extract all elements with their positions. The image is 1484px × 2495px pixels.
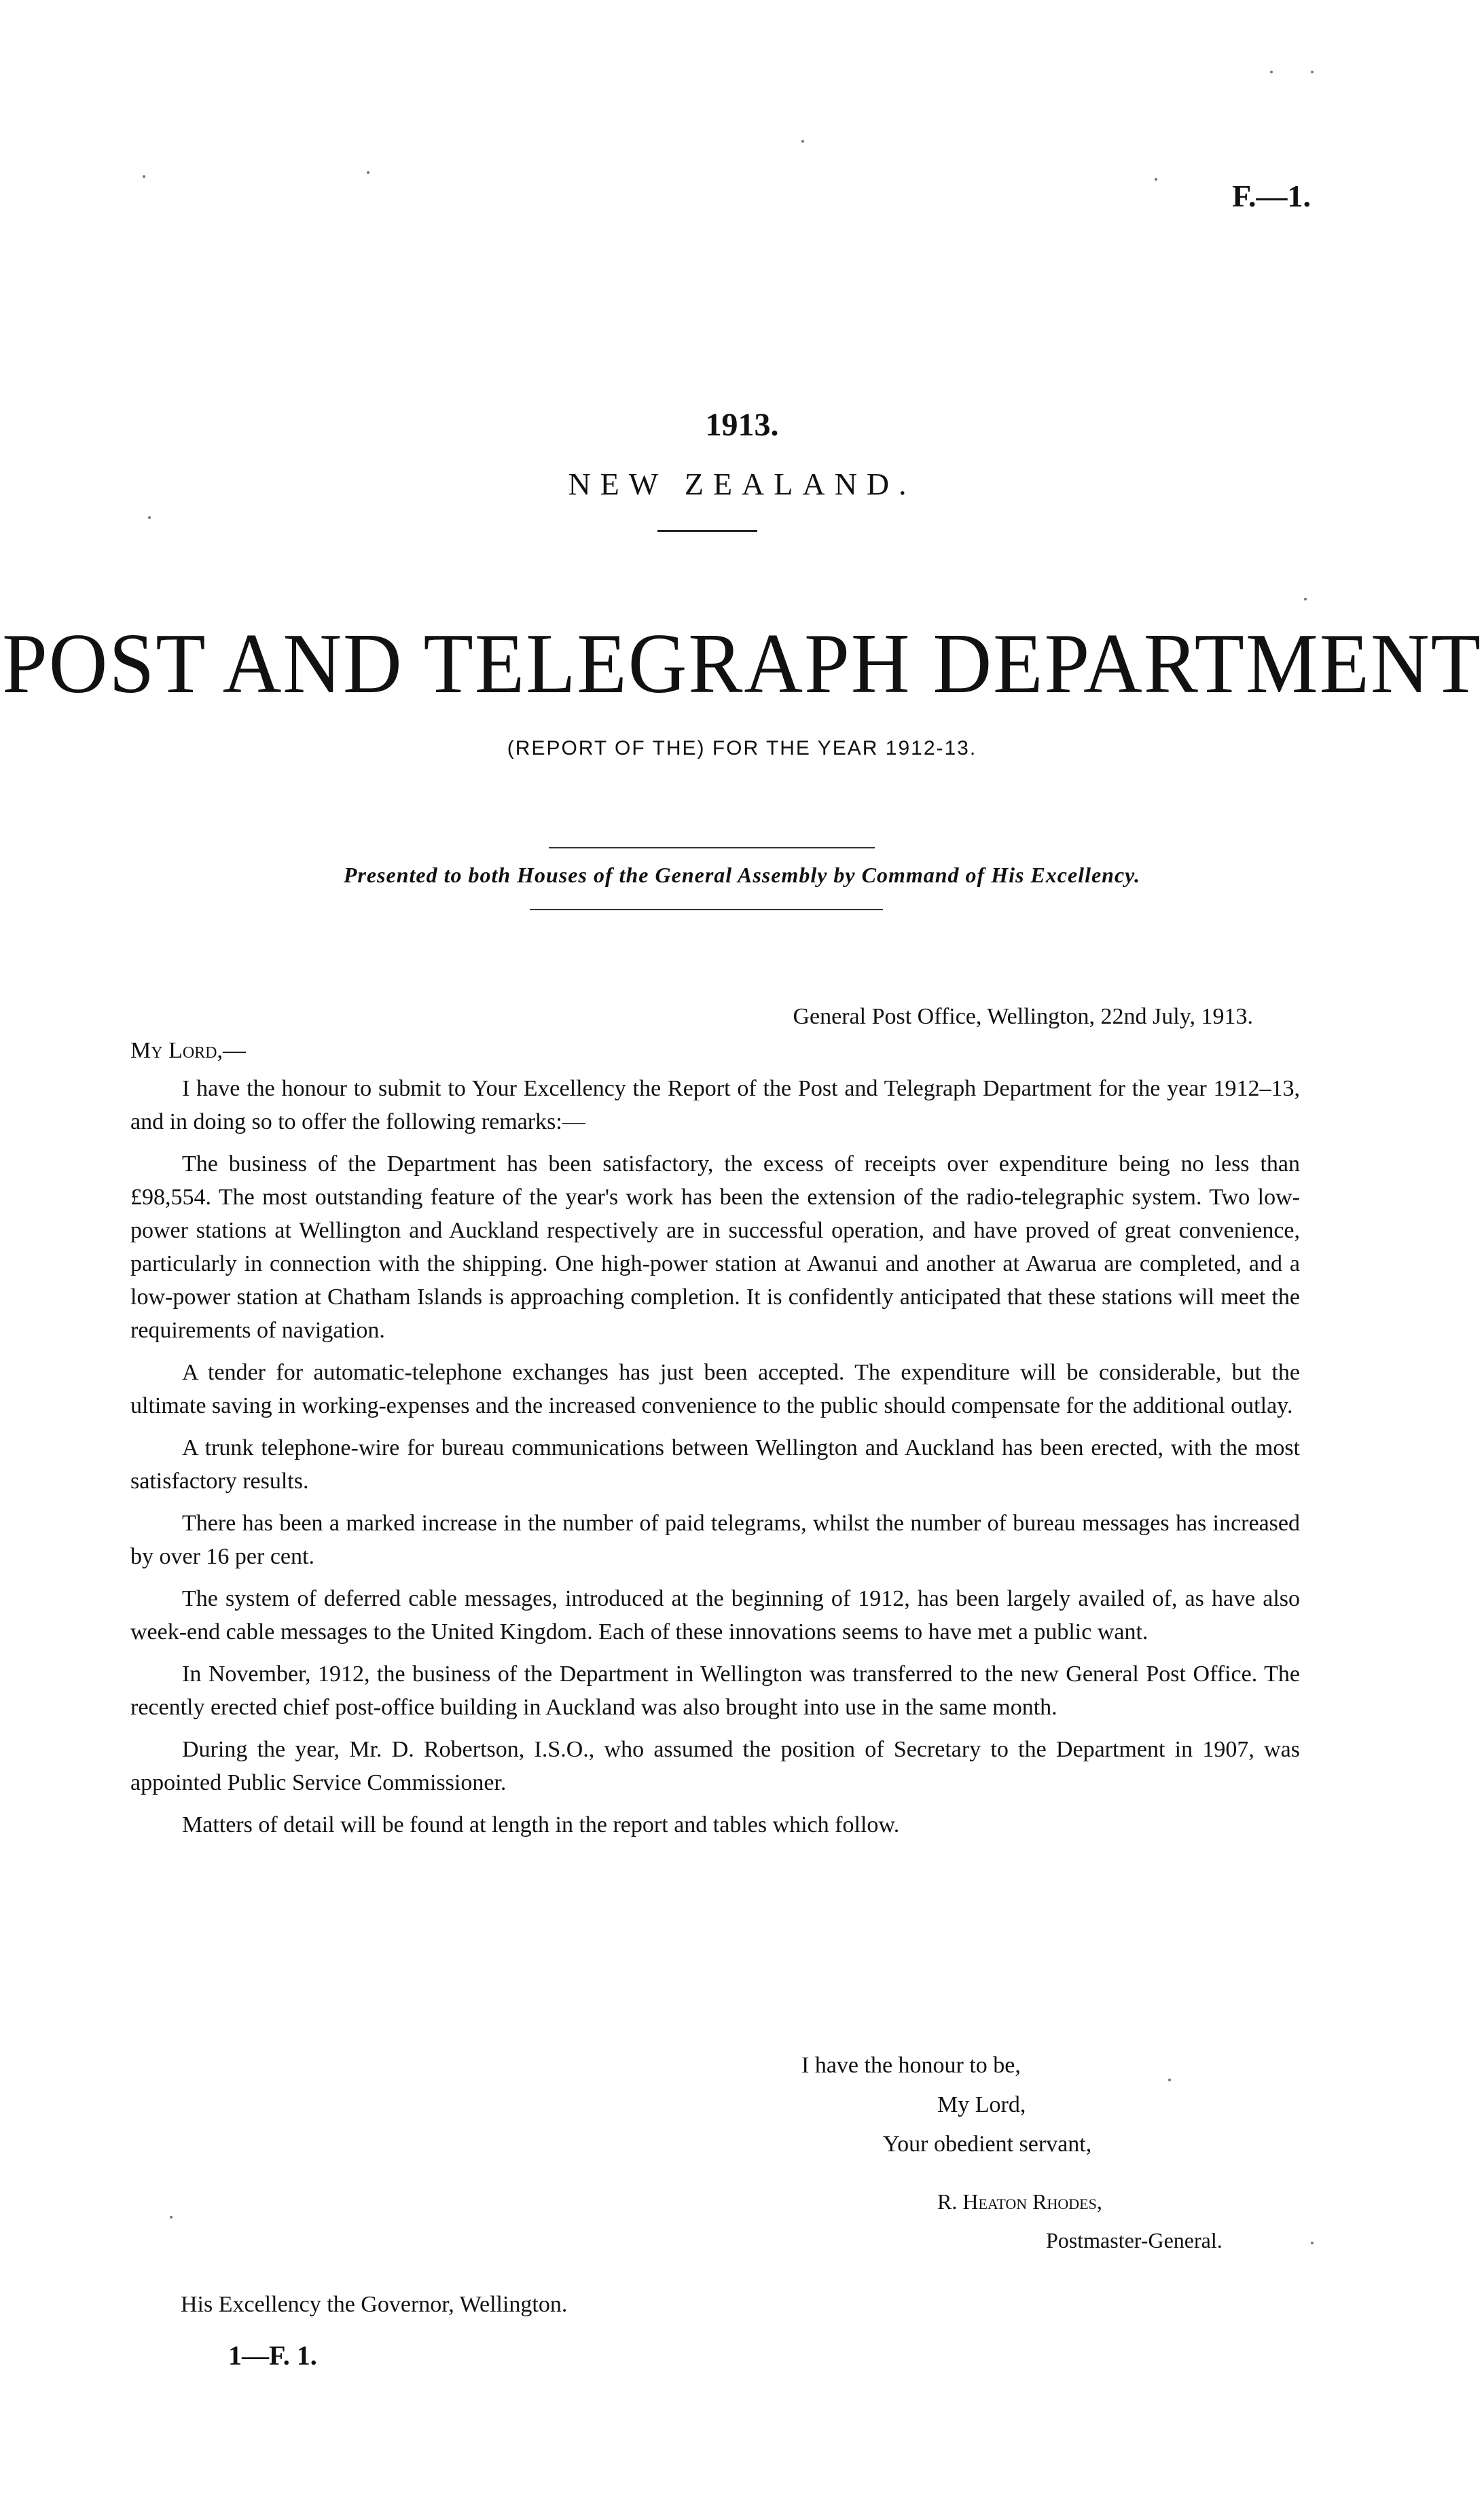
scan-speck xyxy=(170,2216,173,2219)
scan-speck xyxy=(1168,2079,1171,2081)
scan-speck xyxy=(1155,178,1157,181)
scan-speck xyxy=(1311,71,1314,73)
letter-dateline: General Post Office, Wellington, 22nd July, 1913. xyxy=(793,1004,1253,1029)
report-subtitle: (REPORT OF THE) FOR THE YEAR 1912-13. xyxy=(507,737,977,759)
signatory-title: Postmaster-General. xyxy=(1046,2228,1223,2252)
scan-speck xyxy=(1270,71,1273,73)
country-heading: NEW ZEALAND. xyxy=(568,467,916,501)
scan-speck xyxy=(143,175,145,178)
paragraph: During the year, Mr. D. Robertson, I.S.O., who assumed the position of Secretary to the Department in 1907, was appointed Public Service Commissioner. xyxy=(130,1737,1300,1795)
letter-closing xyxy=(801,2046,1091,2164)
paragraph: The system of deferred cable messages, introduced at the beginning of 1912, has been largely availed of, as have also week-end cable messages to the United Kingdom. Each of these innovations seems to have met a public want. xyxy=(130,1586,1300,1645)
paragraph: A tender for automatic-telephone exchanges has just been accepted. The expenditure will be considerable, but the ultimate saving in working-expenses and the increased convenience to the public should compensate for the additional outlay. xyxy=(130,1360,1300,1418)
signatory-name: R. Heaton Rhodes, xyxy=(937,2189,1102,2214)
divider xyxy=(530,909,883,910)
paragraph: In November, 1912, the business of the Department in Wellington was transferred to the new General Post Office. The recently erected chief post-office building in Auckland was also brought into use in the same month. xyxy=(130,1662,1300,1720)
paragraph: I have the honour to submit to Your Excellency the Report of the Post and Telegraph Department for the year 1912–13, and in doing so to offer the following remarks:— xyxy=(130,1076,1300,1134)
presented-statement: Presented to both Houses of the General Assembly by Command of His Excellency. xyxy=(343,863,1141,887)
document-reference: F.—1. xyxy=(1232,179,1311,213)
scan-speck xyxy=(1304,598,1307,600)
closing-line: I have the honour to be, xyxy=(801,2053,1021,2078)
paragraph: Matters of detail will be found at length in the report and tables which follow. xyxy=(182,1812,900,1837)
addressee: His Excellency the Governor, Wellington. xyxy=(181,2292,568,2317)
divider xyxy=(657,530,757,532)
scan-speck xyxy=(367,171,369,174)
paragraph: A trunk telephone-wire for bureau communications between Wellington and Auckland has been erected, with the most satisfactory results. xyxy=(130,1435,1300,1494)
letter-salutation: My Lord,— xyxy=(130,1038,247,1063)
scan-speck xyxy=(801,140,804,143)
divider xyxy=(549,847,875,848)
scan-speck xyxy=(148,516,151,519)
letter-body xyxy=(130,1072,1300,1850)
paragraph: There has been a marked increase in the number of paid telegrams, whilst the number of bureau messages has increased by over 16 per cent. xyxy=(130,1511,1300,1569)
page-title: POST AND TELEGRAPH DEPARTMENT xyxy=(2,615,1482,711)
scan-speck xyxy=(1311,2242,1314,2244)
document-number: 1—F. 1. xyxy=(228,2340,317,2371)
paragraph: The business of the Department has been satisfactory, the excess of receipts over expenditure being no less than £98,554. The most outstanding feature of the year's work has been the extension of the radio-telegraphic system. Two low-power stations at Wellington and Auckland respectively are in successful operation, and have proved of great convenience, particularly in connection with the shipping. One high-power station at Awanui and another at Awarua are completed, and a low-power station at Chatham Islands is approaching completion. It is confidently anticipated that these stations will meet the requirements of navigation. xyxy=(130,1151,1300,1343)
closing-line: Your obedient servant, xyxy=(883,2132,1092,2157)
year-heading: 1913. xyxy=(705,407,779,443)
closing-line: My Lord, xyxy=(937,2092,1026,2117)
